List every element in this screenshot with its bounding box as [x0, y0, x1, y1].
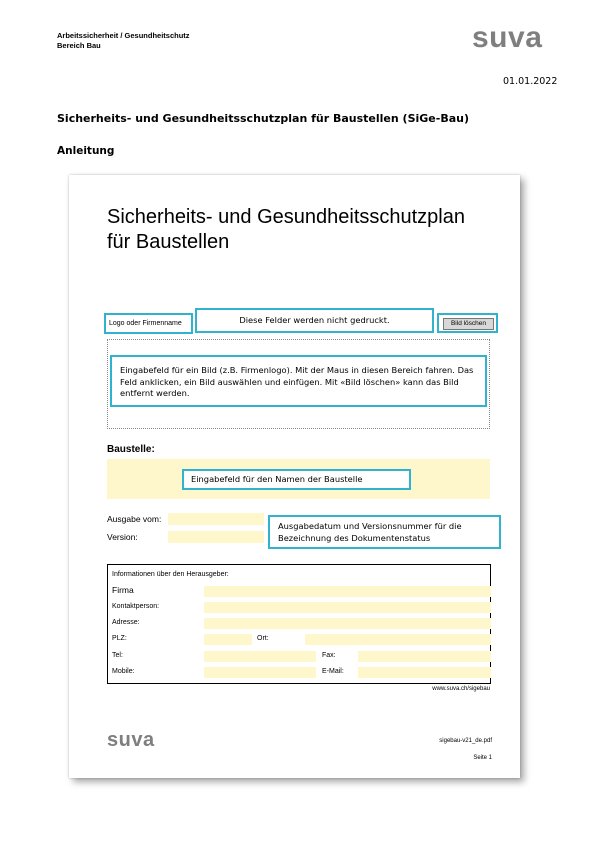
mobile-input[interactable]: [204, 667, 316, 678]
adresse-label: Adresse:: [112, 619, 140, 626]
adresse-input[interactable]: [204, 618, 491, 629]
logo-name-label-box: [104, 313, 193, 334]
delete-image-button[interactable]: Bild löschen: [443, 318, 494, 330]
kontakt-label: Kontaktperson:: [112, 603, 160, 610]
document-subtitle: Anleitung: [57, 145, 115, 157]
sigebau-url: www.suva.ch/sigebau: [432, 686, 490, 692]
version-note: Ausgabedatum und Versionsnummer für die Bezeichnung des Dokumentenstatus: [278, 521, 462, 543]
fax-input[interactable]: [358, 651, 491, 662]
ausgabe-label: Ausgabe vom:: [107, 514, 162, 524]
publisher-title: Informationen über den Herausgeber:: [112, 571, 229, 578]
email-input[interactable]: [358, 667, 491, 678]
tel-label: Tel:: [112, 652, 123, 659]
baustelle-note-box: [182, 469, 411, 490]
header-division: Bereich Bau: [57, 41, 101, 50]
baustelle-label: Baustelle:: [107, 444, 155, 455]
header-department: Arbeitssicherheit / Gesundheitschutz: [57, 31, 190, 40]
ort-input[interactable]: [305, 634, 491, 645]
version-input[interactable]: [168, 531, 264, 543]
tel-input[interactable]: [204, 651, 316, 662]
fax-label: Fax:: [322, 652, 336, 659]
document-title: Sicherheits- und Gesundheitsschutzplan für Baustellen (SiGe-Bau): [57, 112, 469, 125]
version-label: Version:: [107, 532, 138, 542]
preview-heading: [107, 205, 465, 255]
version-note-box: [268, 515, 501, 549]
email-label: E-Mail:: [322, 668, 344, 675]
publisher-info-box: [107, 564, 491, 684]
delete-image-button-frame: [437, 313, 498, 333]
plz-input[interactable]: [204, 634, 252, 645]
footer-suva-logo: suva: [107, 729, 155, 751]
preview-heading-line1: Sicherheits- und Gesundheitsschutzplan: [107, 206, 465, 228]
form-preview-page: [69, 175, 520, 778]
preview-heading-line2: für Baustellen: [107, 231, 230, 253]
image-note: Eingabefeld für ein Bild (z.B. Firmenlogo). Mit der Maus in diesen Bereich fahren. Das Feld anklicken, ein Bild auswählen und einfügen. Mit «Bild löschen» kann das Bild entfernt werden.: [120, 365, 474, 398]
logo-name-label: Logo oder Firmenname: [109, 320, 182, 327]
no-print-note-box: [195, 308, 434, 333]
mobile-label: Mobile:: [112, 668, 135, 675]
baustelle-note: Eingabefeld für den Namen der Baustelle: [191, 474, 363, 484]
kontakt-input[interactable]: [204, 602, 491, 613]
suva-logo: suva: [472, 21, 543, 54]
plz-label: PLZ:: [112, 635, 127, 642]
image-note-box: [110, 355, 487, 407]
footer-filename: sigebau-v21_de.pdf: [439, 738, 492, 744]
no-print-note: Diese Felder werden nicht gedruckt.: [239, 315, 390, 325]
firma-input[interactable]: [204, 586, 491, 597]
document-date: 01.01.2022: [503, 76, 558, 87]
ausgabe-input[interactable]: [168, 513, 264, 525]
firma-label: Firma: [112, 585, 134, 595]
footer-page-number: Seite 1: [473, 755, 492, 761]
ort-label: Ort:: [257, 635, 269, 642]
